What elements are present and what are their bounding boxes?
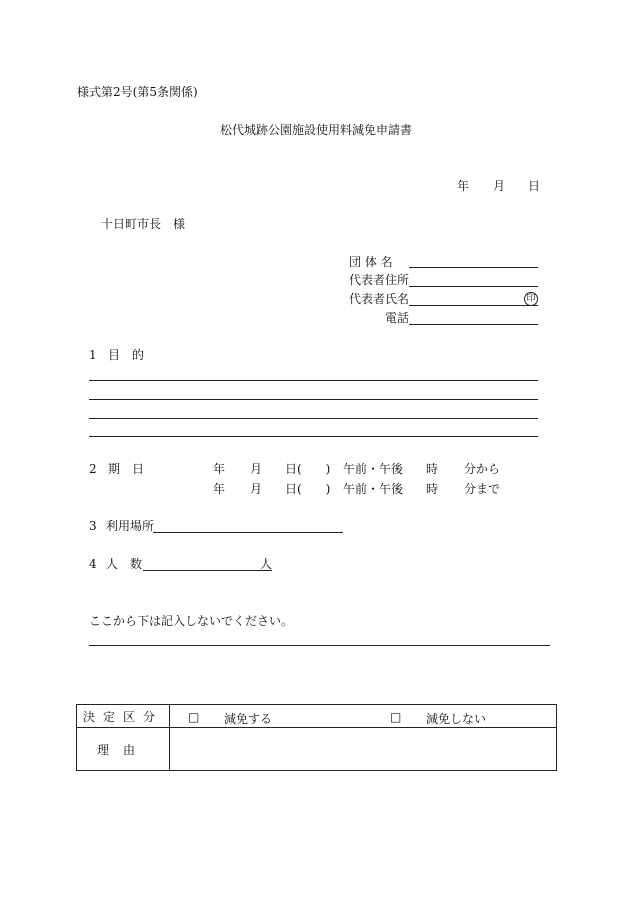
people-number: 4 bbox=[89, 557, 97, 571]
people-field[interactable] bbox=[143, 570, 272, 571]
to-day: 日( ) bbox=[285, 482, 331, 496]
date-year-label: 年 bbox=[457, 179, 470, 193]
people-label: 人 数 bbox=[106, 557, 143, 571]
purpose-line-3[interactable] bbox=[89, 418, 538, 419]
rep-address-label: 代表者住所 bbox=[349, 273, 410, 287]
place-label: 利用場所 bbox=[106, 519, 155, 533]
to-ampm: 午前・午後 bbox=[343, 482, 404, 496]
office-use-note: ここから下は記入しないでください。 bbox=[89, 614, 294, 628]
people-unit: 人 bbox=[260, 557, 273, 571]
date-day-label: 日 bbox=[528, 179, 541, 193]
seal-mark: 印 bbox=[524, 292, 538, 306]
date-month-label: 月 bbox=[493, 179, 506, 193]
period-number: 2 bbox=[89, 462, 97, 476]
no-reduce-option-label: 減免しない bbox=[426, 712, 487, 726]
purpose-label: 目 的 bbox=[108, 348, 145, 362]
to-month: 月 bbox=[250, 482, 263, 496]
rep-name-label: 代表者氏名 bbox=[349, 292, 410, 306]
place-field[interactable] bbox=[153, 532, 343, 533]
purpose-line-2[interactable] bbox=[89, 399, 538, 400]
reason-field[interactable] bbox=[170, 728, 557, 771]
reason-label: 理由 bbox=[77, 728, 170, 771]
to-minute: 分まで bbox=[464, 482, 501, 496]
group-name-label: 団 体 名 bbox=[349, 255, 393, 269]
period-label: 期 日 bbox=[108, 462, 145, 476]
purpose-line-1[interactable] bbox=[89, 380, 538, 381]
place-number: 3 bbox=[89, 519, 97, 533]
from-year: 年 bbox=[213, 462, 226, 476]
from-hour: 時 bbox=[426, 462, 439, 476]
decision-options bbox=[170, 705, 557, 728]
reduce-option-label: 減免する bbox=[224, 712, 273, 726]
reduce-checkbox[interactable]: □ bbox=[188, 710, 200, 724]
office-use-divider bbox=[89, 645, 550, 646]
to-hour: 時 bbox=[426, 482, 439, 496]
decision-label: 決定区分 bbox=[77, 705, 170, 728]
to-year: 年 bbox=[213, 482, 226, 496]
addressee: 十日町市長 様 bbox=[101, 217, 186, 231]
phone-label: 電話 bbox=[385, 311, 410, 325]
rep-address-field[interactable] bbox=[409, 286, 538, 287]
form-number: 様式第2号(第5条関係) bbox=[77, 85, 198, 99]
phone-field[interactable] bbox=[409, 324, 538, 325]
rep-name-field[interactable] bbox=[409, 305, 538, 306]
document-title: 松代城跡公園施設使用料減免申請書 bbox=[220, 123, 413, 137]
from-month: 月 bbox=[250, 462, 263, 476]
decision-table bbox=[76, 704, 557, 771]
purpose-number: 1 bbox=[89, 348, 97, 362]
no-reduce-checkbox[interactable]: □ bbox=[390, 710, 402, 724]
from-minute: 分から bbox=[464, 462, 501, 476]
from-ampm: 午前・午後 bbox=[343, 462, 404, 476]
group-name-field[interactable] bbox=[409, 267, 538, 268]
from-day: 日( ) bbox=[285, 462, 331, 476]
purpose-line-4[interactable] bbox=[89, 436, 538, 437]
